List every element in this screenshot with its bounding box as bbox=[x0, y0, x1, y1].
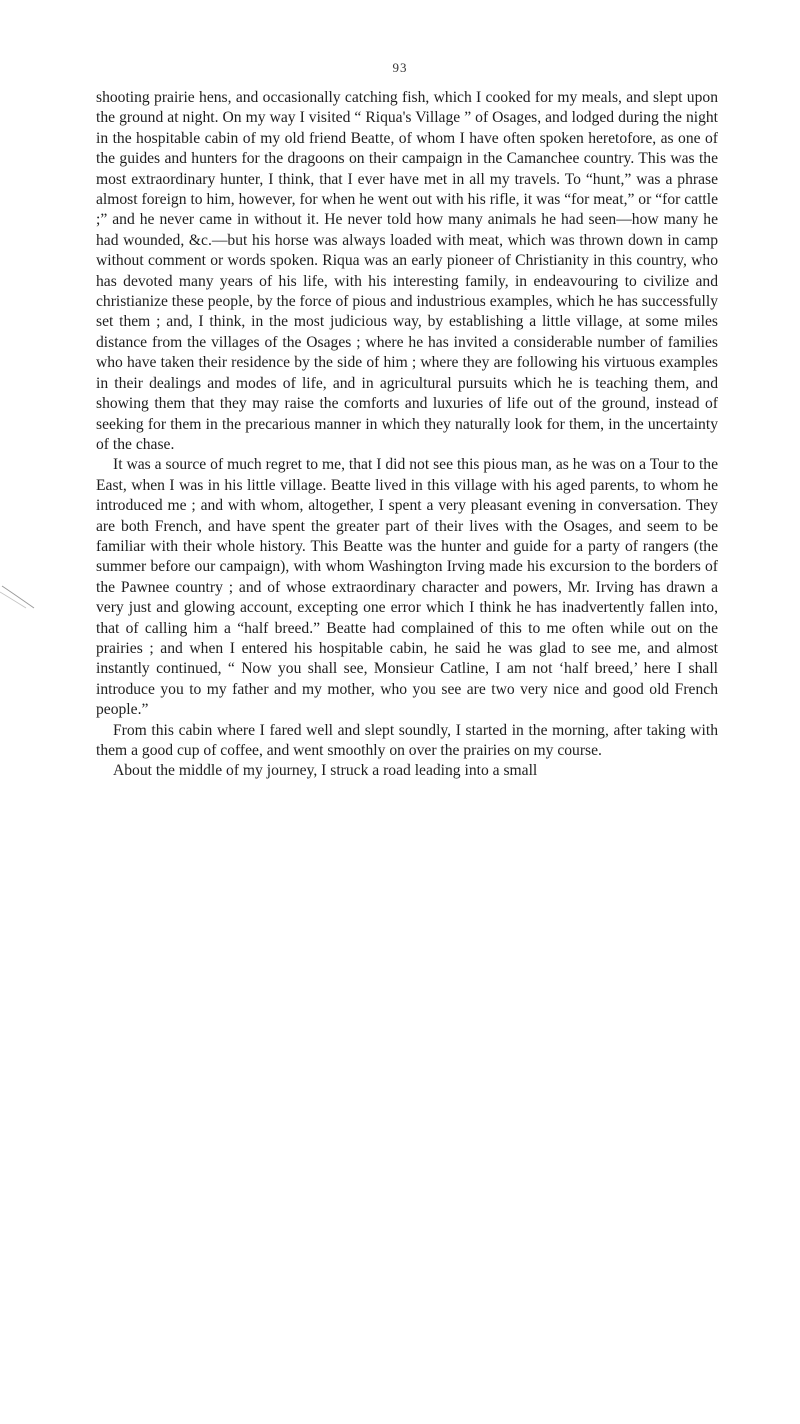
margin-crease-mark bbox=[0, 584, 36, 610]
paragraph-3: From this cabin where I fared well and slept soundly, I started in the morning, after taking with them a good cup of coffee, and went smoothly on over the prairies on my course. bbox=[96, 721, 718, 759]
page-number: 93 bbox=[392, 60, 408, 75]
paragraph-4: About the middle of my journey, I struck a road leading into a small bbox=[113, 762, 538, 780]
paragraph-2: It was a source of much regret to me, that I did not see this pious man, as he was on a Tour to the East, when I was in his little village. Beatte lived in this village with his aged parents, to whom he introduced me ; and with whom, altogether, I spent a very pleasant evening in conversation. They are both French, and have spent the greater part of their lives with the Osages, and seem to be familiar with their whole history. This Beatte was the hunter and guide for a party of rangers (the summer before our campaign), with whom Washington Irving made his excursion to the borders of the Pawnee country ; and of whose extraordinary character and powers, Mr. Irving has drawn a very just and glowing account, excepting one error which I think he has inadvertently fallen into, that of calling him a “half breed.” Beatte had complained of this to me often while out on the prairies ; and when I entered his hospitable cabin, he said he was glad to see me, and almost instantly continued, “ Now you shall see, Monsieur Catline, I am not ‘half breed,’ here I shall introduce you to my father and my mother, who you see are two very nice and good old French people.” bbox=[96, 456, 718, 719]
paragraph-1: shooting prairie hens, and occasionally catching fish, which I cooked for my meals, and slept upon the ground at night. On my way I visited “ Riqua's Village ” of Osages, and lodged during the night in the hospitable cabin of my old friend Beatte, of whom I have often spoken heretofore, as one of the guides and hunters for the dragoons on their campaign in the Camanchee country. This was the most extraordinary hunter, I think, that I ever have met in all my travels. To “hunt,” was a phrase almost foreign to him, however, for when he went out with his rifle, it was “for meat,” or “for cattle ;” and he never came in without it. He never told how many animals he had seen—how many he had wounded, &c.—but his horse was always loaded with meat, which was thrown down in camp without comment or words spoken. Riqua was an early pioneer of Christianity in this country, who has devoted many years of his life, with his interesting family, in endeavouring to civilize and christianize these people, by the force of pious and industrious examples, which he has successfully set them ; and, I think, in the most judicious way, by establishing a little village, at some miles distance from the villages of the Osages ; where he has invited a considerable number of families who have taken their residence by the side of him ; where they are following his virtuous examples in their dealings and modes of life, and in agricultural pursuits which he is teaching them, and showing them that they may raise the comforts and luxuries of life out of the ground, instead of seeking for them in the precarious manner in which they naturally look for them, in the uncertainty of the chase. bbox=[96, 89, 718, 453]
body-text bbox=[96, 88, 718, 782]
